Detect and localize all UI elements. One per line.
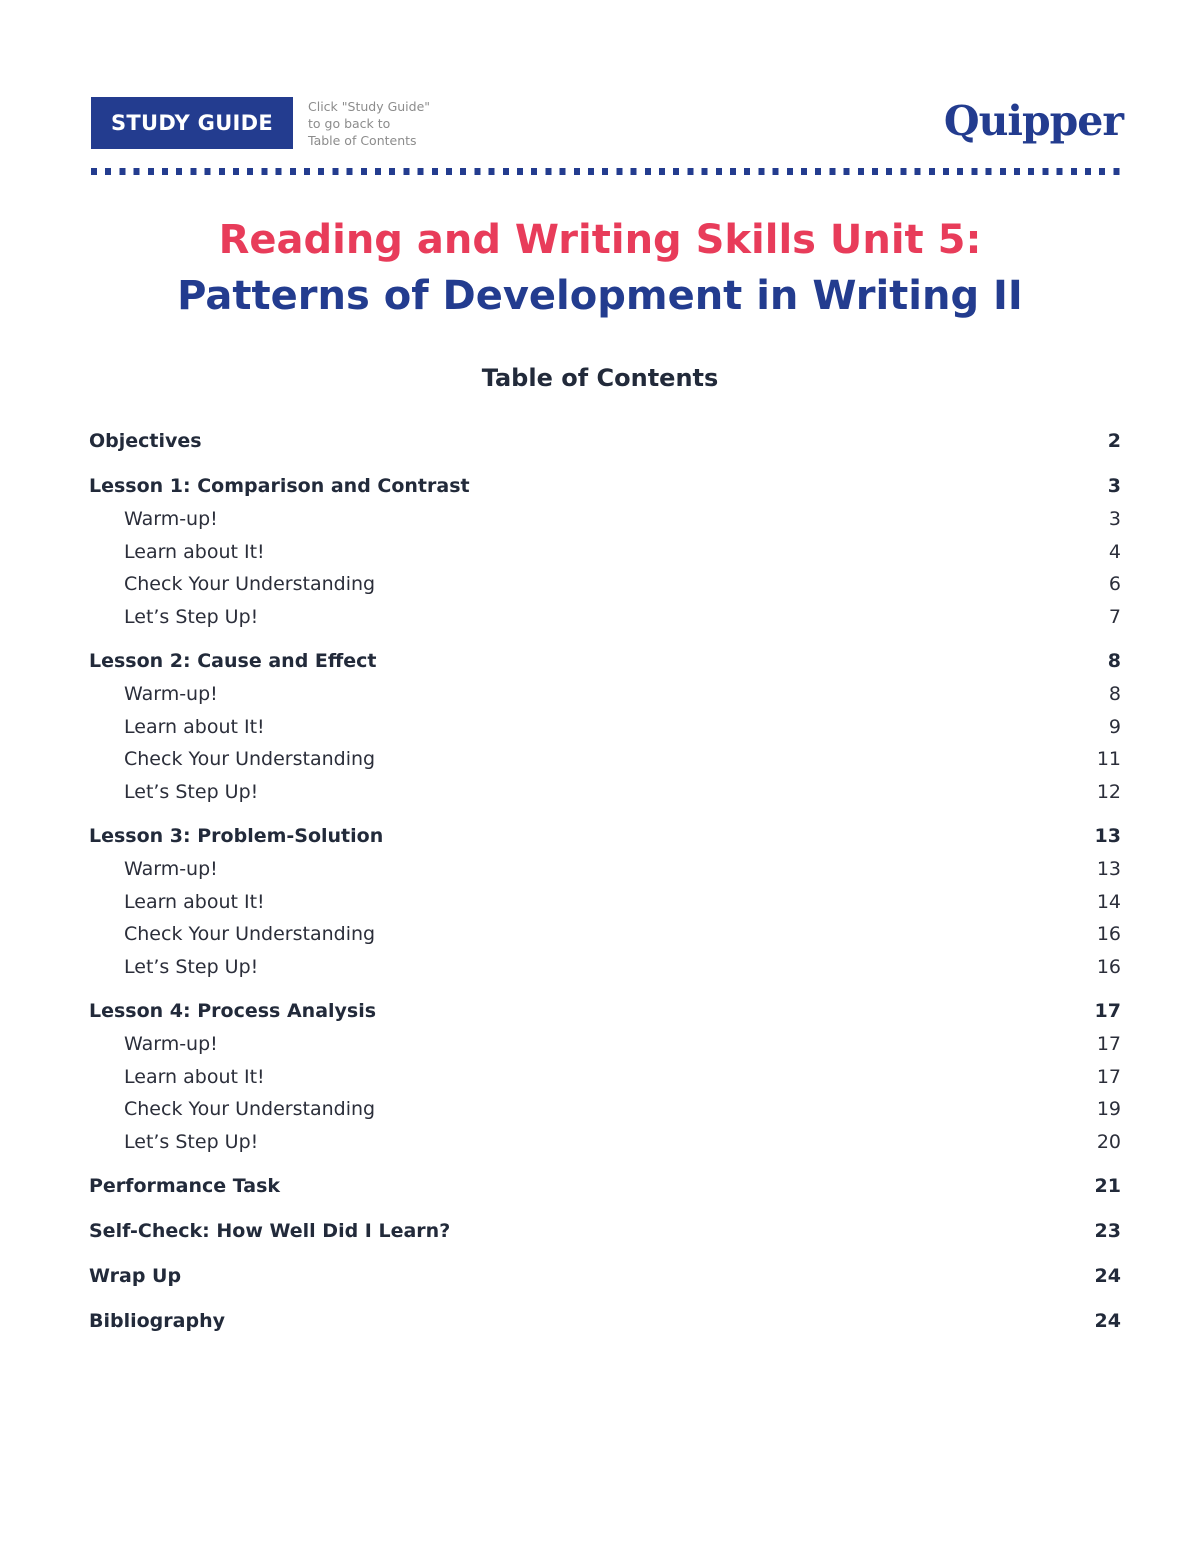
- toc-entry-label: Check Your Understanding: [124, 573, 376, 596]
- toc-entry-lesson-1[interactable]: [89, 469, 1121, 503]
- study-guide-button[interactable]: STUDY GUIDE: [91, 97, 293, 149]
- hint-line: Table of Contents: [308, 133, 417, 148]
- toc-entry-step-up[interactable]: [89, 1126, 1121, 1159]
- toc-entry-page: 19: [1096, 1098, 1121, 1121]
- toc-entry-label: Let’s Step Up!: [124, 955, 259, 978]
- toc-entry-label: Check Your Understanding: [124, 923, 376, 946]
- toc-entry-label: Let’s Step Up!: [124, 780, 259, 803]
- toc-entry-label: Self-Check: How Well Did I Learn?: [89, 1220, 451, 1242]
- toc-entry-label: Lesson 3: Problem-Solution: [89, 825, 384, 847]
- toc-entry-self-check[interactable]: [89, 1214, 1121, 1248]
- title-line-2: Patterns of Development in Writing II: [177, 273, 1023, 319]
- toc-entry-label: Warm-up!: [124, 858, 218, 881]
- toc-entry-warm-up[interactable]: [89, 853, 1121, 886]
- table-of-contents: [89, 424, 1121, 1338]
- toc-entry-check-understanding[interactable]: [89, 918, 1121, 951]
- toc-entry-learn-about-it[interactable]: [89, 886, 1121, 919]
- toc-entry-page: 4: [1108, 540, 1121, 563]
- toc-entry-warm-up[interactable]: [89, 1028, 1121, 1061]
- toc-entry-lesson-3[interactable]: [89, 819, 1121, 853]
- toc-heading: Table of Contents: [481, 364, 719, 392]
- toc-entry-objectives[interactable]: [89, 424, 1121, 458]
- toc-entry-step-up[interactable]: [89, 951, 1121, 984]
- toc-entry-page: 20: [1096, 1130, 1121, 1153]
- toc-entry-label: Check Your Understanding: [124, 1098, 376, 1121]
- toc-entry-page: 24: [1094, 1265, 1121, 1287]
- toc-entry-wrap-up[interactable]: [89, 1259, 1121, 1293]
- toc-entry-label: Learn about It!: [124, 890, 265, 913]
- hint-line: to go back to: [308, 116, 391, 131]
- toc-entry-label: Lesson 2: Cause and Effect: [89, 650, 377, 672]
- toc-entry-page: 8: [1107, 650, 1121, 672]
- toc-entry-page: 2: [1107, 430, 1121, 452]
- toc-entry-performance-task[interactable]: [89, 1169, 1121, 1203]
- toc-entry-bibliography[interactable]: [89, 1304, 1121, 1338]
- toc-entry-page: 17: [1096, 1065, 1121, 1088]
- toc-entry-lesson-2[interactable]: [89, 644, 1121, 678]
- toc-entry-label: Objectives: [89, 430, 202, 452]
- toc-entry-label: Learn about It!: [124, 1065, 265, 1088]
- toc-entry-learn-about-it[interactable]: [89, 711, 1121, 744]
- toc-entry-page: 3: [1108, 508, 1121, 531]
- hint-line: Click "Study Guide": [308, 99, 431, 114]
- toc-entry-label: Check Your Understanding: [124, 748, 376, 771]
- toc-entry-label: Learn about It!: [124, 540, 265, 563]
- toc-entry-label: Performance Task: [89, 1175, 281, 1197]
- toc-entry-label: Wrap Up: [89, 1265, 182, 1287]
- toc-entry-page: 8: [1108, 683, 1121, 706]
- toc-entry-page: 12: [1096, 780, 1121, 803]
- page-header: [91, 97, 1123, 149]
- toc-entry-step-up[interactable]: [89, 776, 1121, 809]
- toc-entry-page: 9: [1108, 715, 1121, 738]
- toc-entry-warm-up[interactable]: [89, 503, 1121, 536]
- toc-entry-lesson-4[interactable]: [89, 994, 1121, 1028]
- toc-entry-page: 17: [1094, 1000, 1121, 1022]
- toc-entry-check-understanding[interactable]: [89, 743, 1121, 776]
- toc-entry-label: Let’s Step Up!: [124, 605, 259, 628]
- toc-entry-page: 6: [1108, 573, 1121, 596]
- toc-entry-label: Warm-up!: [124, 683, 218, 706]
- toc-entry-page: 21: [1094, 1175, 1121, 1197]
- toc-entry-page: 23: [1094, 1220, 1121, 1242]
- toc-entry-label: Warm-up!: [124, 508, 218, 531]
- toc-entry-page: 16: [1096, 955, 1121, 978]
- toc-entry-label: Lesson 1: Comparison and Contrast: [89, 475, 470, 497]
- toc-entry-label: Bibliography: [89, 1310, 225, 1332]
- toc-entry-label: Learn about It!: [124, 715, 265, 738]
- toc-entry-page: 13: [1096, 858, 1121, 881]
- toc-entry-page: 7: [1108, 605, 1121, 628]
- toc-entry-learn-about-it[interactable]: [89, 536, 1121, 569]
- toc-entry-page: 11: [1096, 748, 1121, 771]
- toc-entry-label: Warm-up!: [124, 1033, 218, 1056]
- toc-entry-warm-up[interactable]: [89, 678, 1121, 711]
- toc-entry-page: 14: [1096, 890, 1121, 913]
- toc-entry-page: 24: [1094, 1310, 1121, 1332]
- page-title: [0, 212, 1200, 324]
- toc-entry-check-understanding[interactable]: [89, 1093, 1121, 1126]
- toc-entry-check-understanding[interactable]: [89, 568, 1121, 601]
- toc-entry-learn-about-it[interactable]: [89, 1061, 1121, 1094]
- study-guide-hint: [308, 98, 468, 149]
- toc-entry-page: 13: [1094, 825, 1121, 847]
- dotted-divider: [91, 168, 1123, 175]
- toc-entry-page: 16: [1096, 923, 1121, 946]
- title-line-1: Reading and Writing Skills Unit 5:: [218, 217, 982, 263]
- toc-entry-label: Lesson 4: Process Analysis: [89, 1000, 377, 1022]
- toc-entry-page: 3: [1107, 475, 1121, 497]
- toc-entry-page: 17: [1096, 1033, 1121, 1056]
- quipper-logo: Quipper: [943, 97, 1123, 145]
- toc-entry-label: Let’s Step Up!: [124, 1130, 259, 1153]
- toc-entry-step-up[interactable]: [89, 601, 1121, 634]
